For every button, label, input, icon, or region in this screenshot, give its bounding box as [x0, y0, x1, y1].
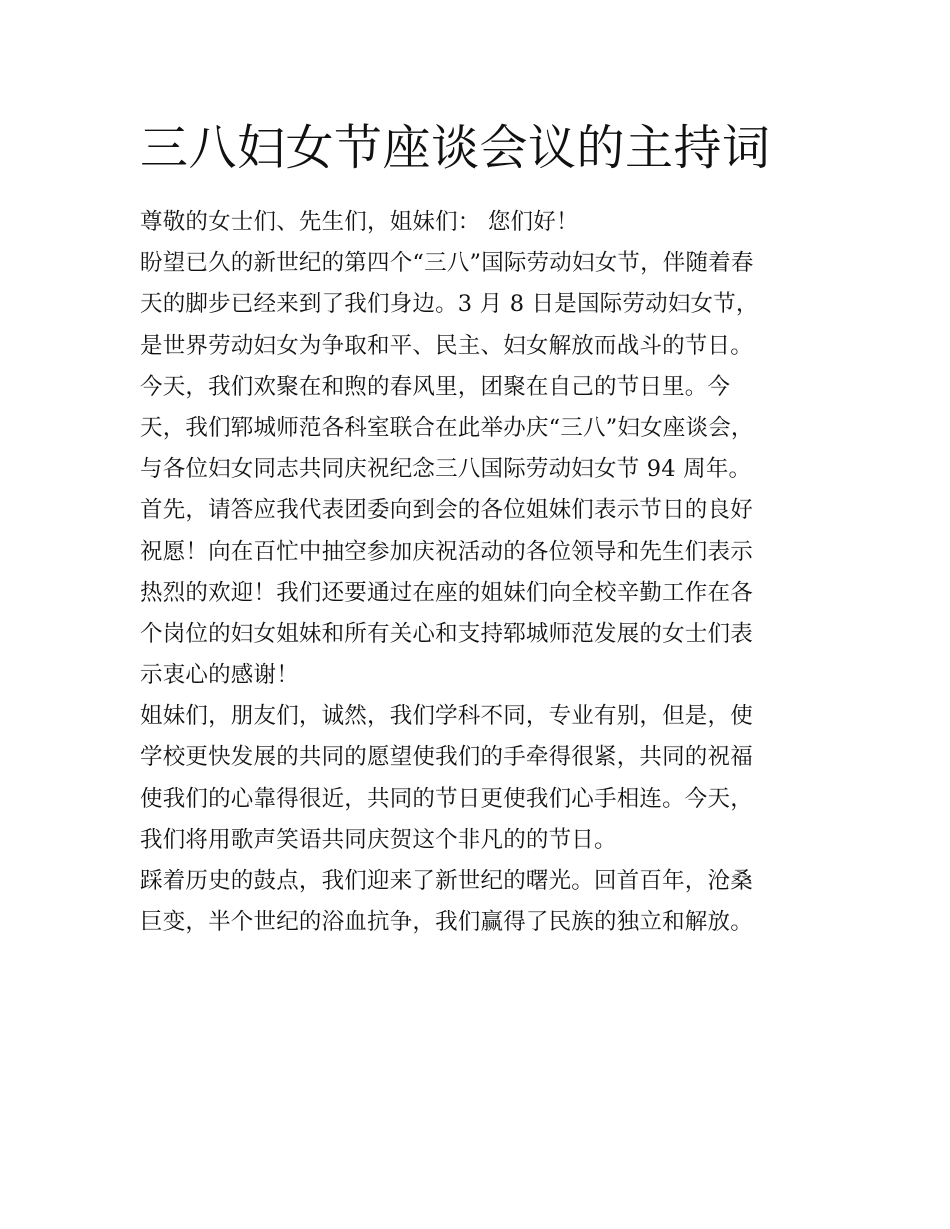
text-line: 盼望已久的新世纪的第四个“三八”国际劳动妇女节，伴随着春 [140, 250, 754, 277]
text-line: 踩着历史的鼓点，我们迎来了新世纪的曙光。回首百年，沧桑 [140, 868, 753, 894]
text-line: 与各位妇女同志共同庆祝纪念三八国际劳动妇女节 94 周年。 [140, 456, 752, 483]
text-line-greeting: 尊敬的女士们、先生们，姐妹们： 您们好！ [140, 209, 579, 235]
text-line: 是世界劳动妇女为争取和平、民主、妇女解放而战斗的节日。 [140, 332, 753, 359]
text-line: 天的脚步已经来到了我们身边。3 月 8 日是国际劳动妇女节， [140, 291, 759, 318]
text-line: 祝愿！向在百忙中抽空参加庆祝活动的各位领导和先生们表示 [140, 538, 753, 565]
document-title: 三八妇女节座谈会议的主持词 [140, 120, 771, 176]
text-line: 巨变，半个世纪的浴血抗争，我们赢得了民族的独立和解放。 [140, 909, 753, 936]
text-line: 示衷心的感谢！ [140, 662, 299, 689]
text-line: 学校更快发展的共同的愿望使我们的手牵得很紧，共同的祝福 [140, 744, 753, 771]
text-line: 天，我们郓城师范各科室联合在此举办庆“三八”妇女座谈会， [140, 414, 754, 441]
text-line: 首先，请答应我代表团委向到会的各位姐妹们表示节日的良好 [140, 497, 753, 524]
text-line: 使我们的心靠得很近，共同的节日更使我们心手相连。今天， [140, 785, 753, 812]
text-line: 个岗位的妇女姐妹和所有关心和支持郓城师范发展的女士们表 [140, 620, 753, 647]
text-line: 热烈的欢迎！我们还要通过在座的姐妹们向全校辛勤工作在各 [140, 579, 753, 606]
text-line: 今天，我们欢聚在和煦的春风里，团聚在自己的节日里。今 [140, 373, 731, 400]
document-body [140, 202, 820, 943]
text-line: 我们将用歌声笑语共同庆贺这个非凡的的节日。 [140, 826, 617, 853]
text-line: 姐妹们，朋友们，诚然，我们学科不同，专业有别，但是，使 [140, 703, 753, 730]
